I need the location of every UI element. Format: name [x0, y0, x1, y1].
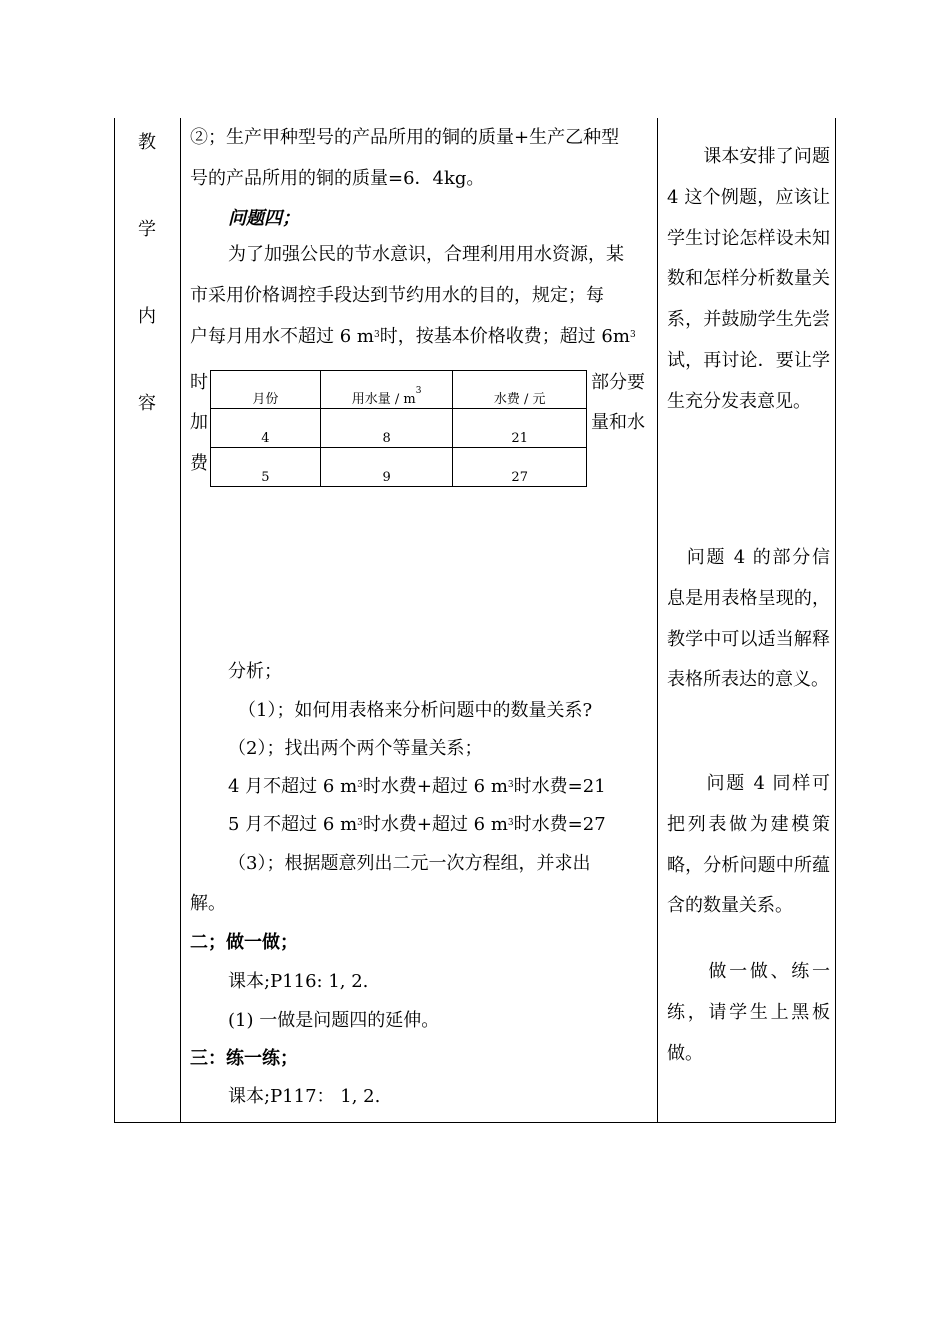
table-cell: 27: [453, 448, 587, 487]
table-header-cell: [320, 371, 453, 409]
text-run: 4 月不超过 6 m: [228, 776, 358, 797]
notes-column: [657, 118, 836, 1122]
teaching-note: 问题 4 的部分信息是用表格呈现的，教学中可以适当解释表格所表达的意义。: [667, 547, 830, 691]
superscript: 3: [415, 386, 422, 396]
superscript: 3: [357, 780, 363, 790]
table-cell: 4: [211, 409, 321, 448]
paragraph-line: 课本;P116: 1, 2.: [228, 971, 369, 992]
heading-char: 内: [138, 306, 156, 327]
teaching-note: 问题 4 同样可把列表做为建模策略，分析问题中所蕴含的数量关系。: [667, 773, 830, 917]
text-run: 5 月不超过 6 m: [228, 814, 358, 835]
table-header-cell: 月份: [211, 371, 321, 409]
header-text: 用水量 / m: [351, 392, 416, 407]
paragraph-line: 解。: [190, 893, 226, 914]
teaching-note: 课本安排了问题 4 这个例题，应该让学生讨论怎样设未知数和怎样分析数量关系，并鼓励学生先尝试，再讨论．要让学生充分发表意见。: [667, 146, 830, 412]
heading-char: 教: [138, 132, 156, 153]
superscript: 3: [629, 330, 636, 340]
equation-line: [228, 776, 606, 798]
section-title: 三：练一练；: [190, 1048, 298, 1069]
analysis-title: 分析；: [228, 661, 282, 682]
problem-title: 问题四；: [228, 208, 300, 229]
lesson-table: [114, 118, 836, 1123]
table-cell: 8: [320, 409, 453, 448]
equation-line: [228, 814, 606, 836]
text-run: 时水费+超过 6 m: [362, 814, 508, 835]
heading-char: 容: [138, 393, 156, 414]
superscript: 3: [373, 330, 380, 340]
paragraph-line: （3）；根据题意列出二元一次方程组，并求出: [228, 853, 591, 874]
paragraph-line: 为了加强公民的节水意识，合理利用用水资源，某: [228, 244, 624, 265]
paragraph-line: （2）；找出两个两个等量关系；: [228, 738, 483, 759]
section-heading-column: [114, 118, 180, 1122]
table-row: [211, 448, 587, 487]
side-text: 时: [190, 372, 208, 393]
side-text: 加: [190, 412, 208, 433]
paragraph-line: 课本;P117： 1, 2.: [228, 1086, 381, 1107]
paragraph-line: 市采用价格调控手段达到节约用水的目的，规定；每: [190, 285, 604, 306]
superscript: 3: [357, 818, 363, 828]
side-text: 量和水: [591, 412, 645, 433]
side-text: 费: [190, 453, 208, 474]
teaching-note: 做一做、练一练，请学生上黑板做。: [667, 961, 830, 1064]
text-run: 时水费=27: [513, 814, 606, 835]
paragraph-line: [190, 326, 636, 348]
table-cell: 9: [320, 448, 453, 487]
text-run: 户每月用水不超过 6 m: [190, 326, 374, 347]
paragraph-line: ②；生产甲种型号的产品所用的铜的质量+生产乙种型: [190, 127, 620, 148]
side-text: 部分要: [591, 372, 645, 393]
content-column: [180, 118, 657, 1122]
section-title: 二；做一做；: [190, 932, 298, 953]
table-cell: 21: [453, 409, 587, 448]
paragraph-line: (1) 一做是问题四的延伸。: [228, 1010, 440, 1031]
text-run: 时，按基本价格收费；超过 6m: [379, 326, 630, 347]
text-run: 时水费+超过 6 m: [362, 776, 508, 797]
paragraph-line: （1）；如何用表格来分析问题中的数量关系?: [238, 700, 593, 721]
table-header-cell: 水费 / 元: [453, 371, 587, 409]
superscript: 3: [507, 780, 514, 790]
heading-char: 学: [138, 219, 156, 240]
paragraph-line: 号的产品所用的铜的质量=6．4kg。: [190, 168, 485, 189]
water-fee-table: [210, 370, 587, 487]
table-header-row: [211, 371, 587, 409]
table-cell: 5: [211, 448, 321, 487]
table-row: [211, 409, 587, 448]
superscript: 3: [507, 818, 514, 828]
text-run: 时水费=21: [513, 776, 606, 797]
